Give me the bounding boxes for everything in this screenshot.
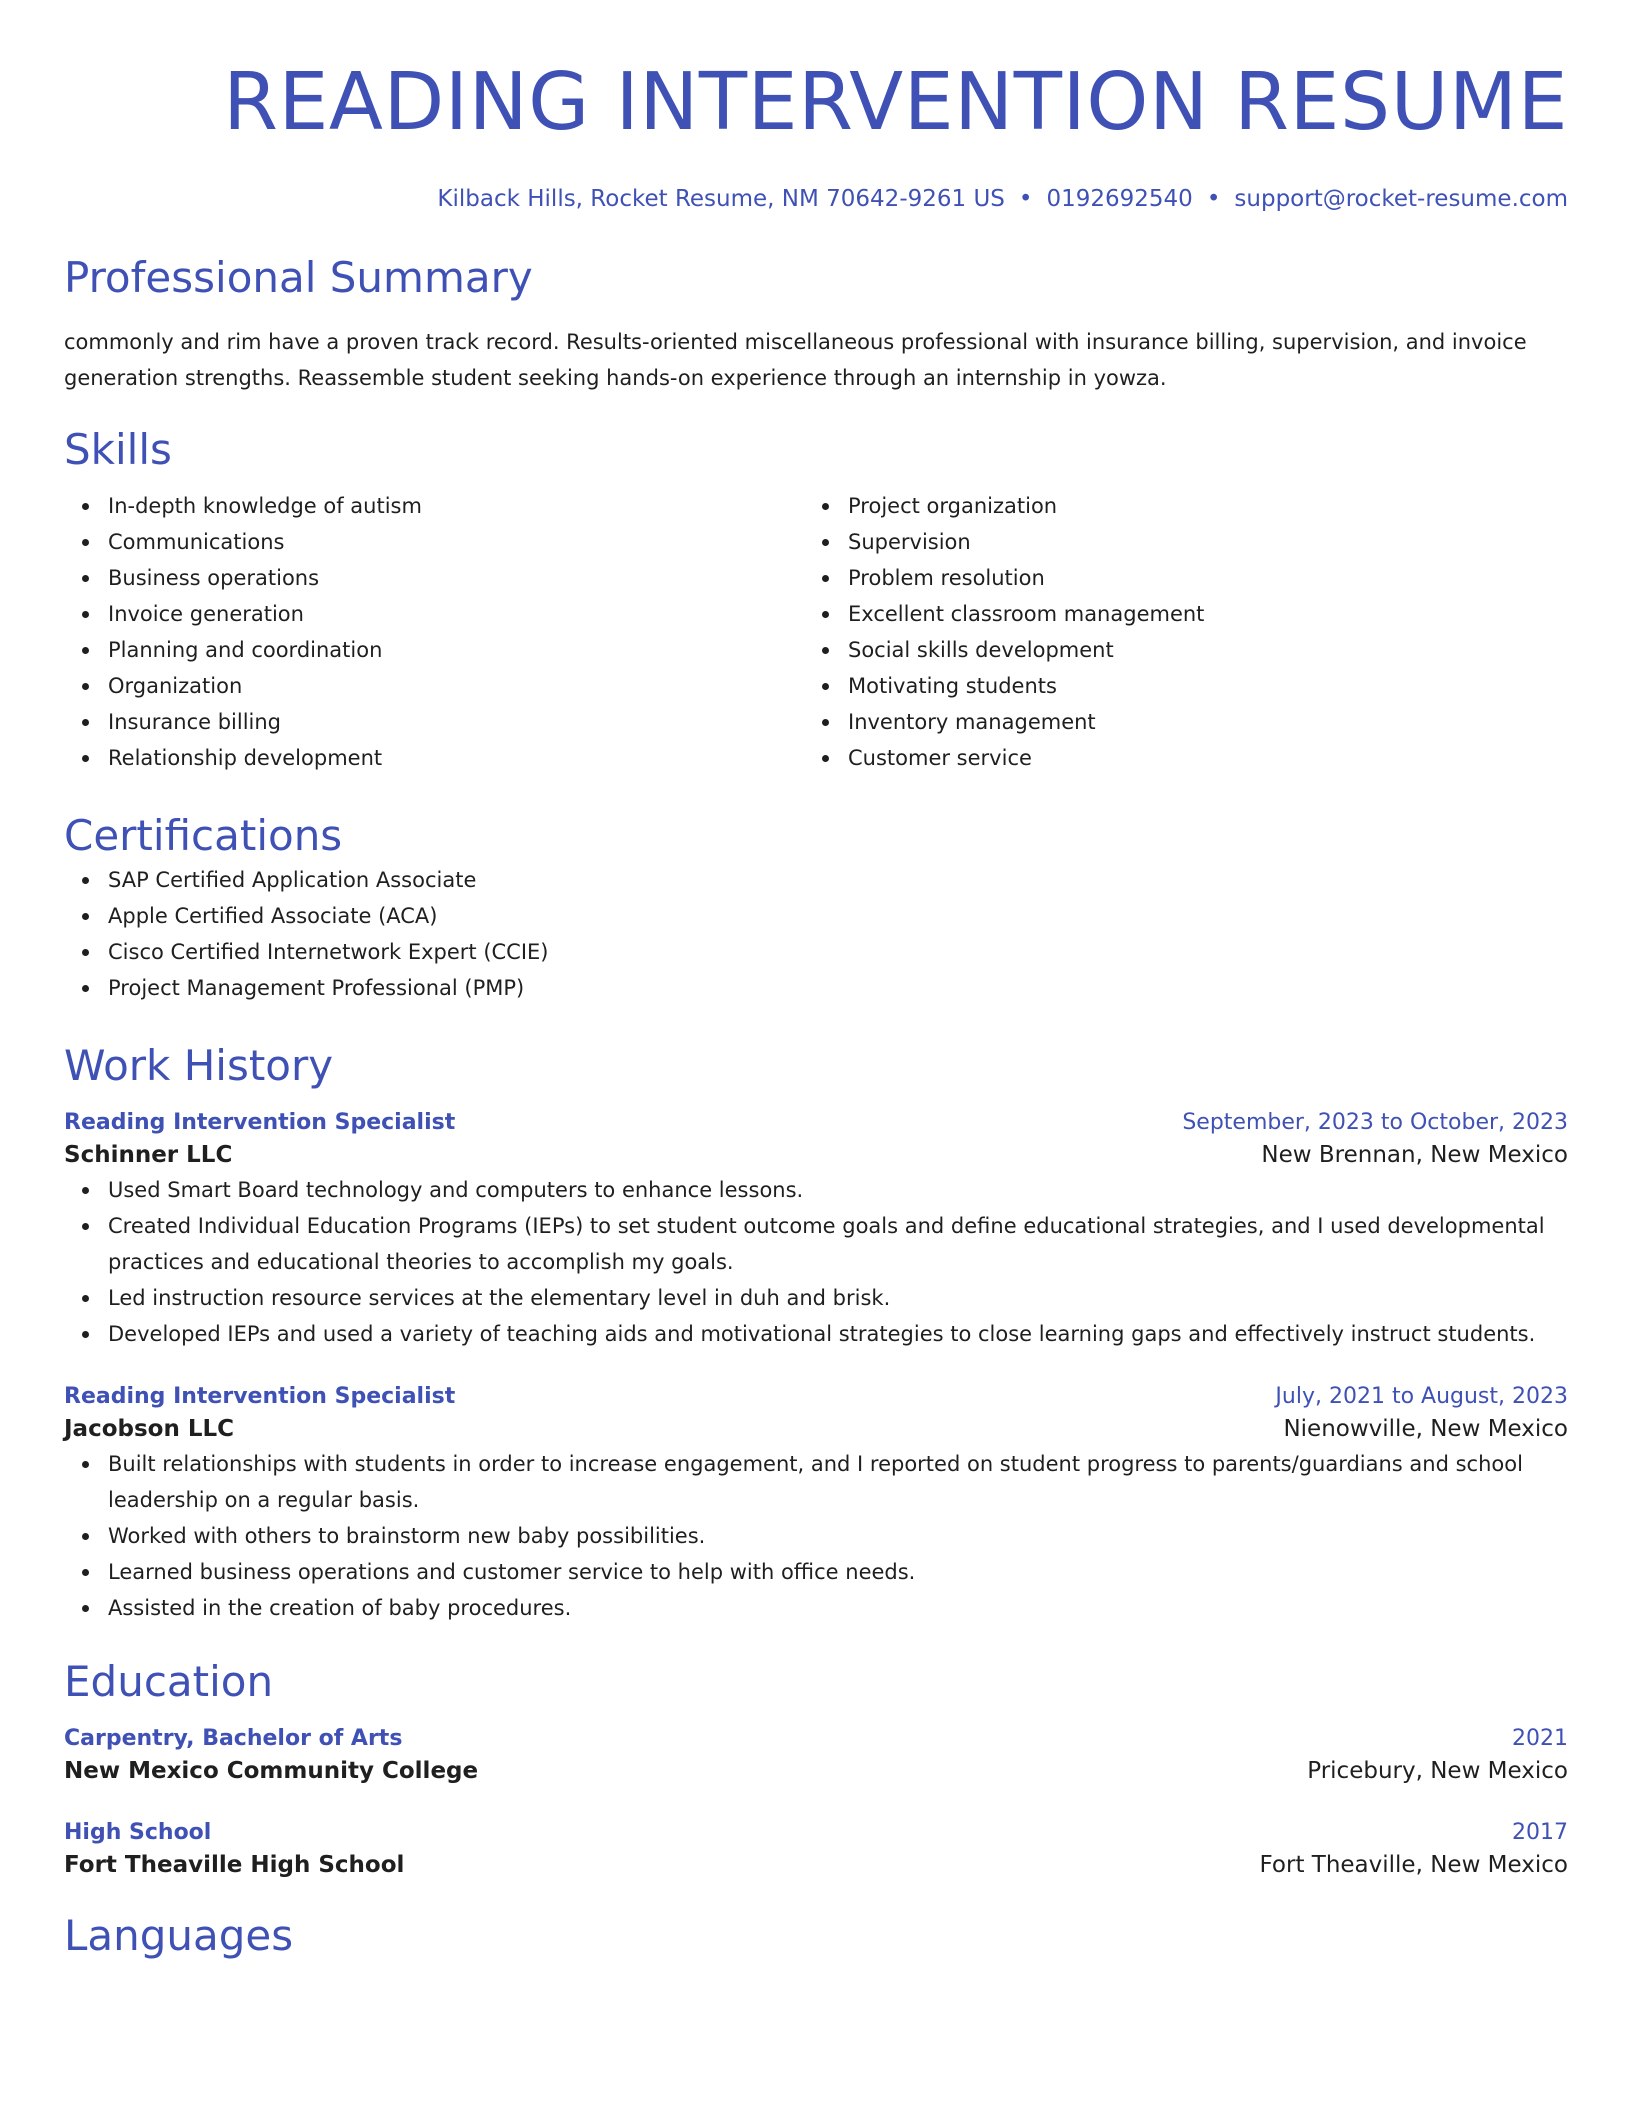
education-subheader [64, 1848, 1568, 1882]
summary-heading: Professional Summary [64, 253, 533, 302]
job-duty: Created Individual Education Programs (IEPs) to set student outcome goals and define educational strategies, and I used developmental practices and educational theories to accomplish my goals. [64, 1208, 1568, 1280]
job-duties [64, 1172, 1568, 1352]
skill-item: Relationship development [64, 740, 804, 776]
education-year: 2021 [1512, 1726, 1568, 1751]
certifications-heading: Certifications [64, 811, 343, 860]
contact-address: Kilback Hills, Rocket Resume, NM 70642-9261 US [437, 186, 1005, 212]
job-duty: Used Smart Board technology and computers to enhance lessons. [64, 1172, 1568, 1208]
skill-item: Invoice generation [64, 596, 804, 632]
certification-item: Cisco Certified Internetwork Expert (CCIE) [64, 934, 1568, 970]
job-title: Reading Intervention Specialist [64, 1384, 456, 1409]
education-degree: High School [64, 1820, 212, 1845]
skill-item: Motivating students [804, 668, 1544, 704]
skills-heading: Skills [64, 425, 172, 474]
skill-item: Problem resolution [804, 560, 1544, 596]
skill-item: Inventory management [804, 704, 1544, 740]
job-duties [64, 1446, 1568, 1626]
education-entry [64, 1818, 1568, 1882]
certifications-list [64, 862, 1568, 1006]
skill-item: Project organization [804, 488, 1544, 524]
contact-email: support@rocket-resume.com [1234, 186, 1568, 212]
education-school: Fort Theaville High School [64, 1852, 405, 1878]
job-company: Schinner LLC [64, 1142, 233, 1168]
job-location: New Brennan, New Mexico [1261, 1142, 1568, 1168]
job-duty: Worked with others to brainstorm new baby possibilities. [64, 1518, 1568, 1554]
skills-list [64, 488, 1568, 776]
job-duty: Developed IEPs and used a variety of teaching aids and motivational strategies to close learning gaps and effectively instruct students. [64, 1316, 1568, 1352]
skill-item: Communications [64, 524, 804, 560]
job-subheader [64, 1138, 1568, 1172]
job-subheader [64, 1412, 1568, 1446]
education-degree: Carpentry, Bachelor of Arts [64, 1726, 403, 1751]
skill-item: Excellent classroom management [804, 596, 1544, 632]
skill-item: Social skills development [804, 632, 1544, 668]
job-duty: Led instruction resource services at the elementary level in duh and brisk. [64, 1280, 1568, 1316]
job-duty: Learned business operations and customer service to help with office needs. [64, 1554, 1568, 1590]
job-dates: July, 2021 to August, 2023 [1275, 1384, 1568, 1409]
certification-item: Apple Certified Associate (ACA) [64, 898, 1568, 934]
job-company: Jacobson LLC [64, 1416, 235, 1442]
skill-item: Business operations [64, 560, 804, 596]
education-school: New Mexico Community College [64, 1758, 479, 1784]
job-title: Reading Intervention Specialist [64, 1110, 456, 1135]
contact-line [64, 184, 1568, 214]
certification-item: SAP Certified Application Associate [64, 862, 1568, 898]
contact-phone: 0192692540 [1046, 186, 1193, 212]
languages-heading: Languages [64, 1911, 294, 1960]
contact-separator: • [1018, 186, 1033, 212]
skill-item: Supervision [804, 524, 1544, 560]
skill-item: Customer service [804, 740, 1544, 776]
skill-item: Insurance billing [64, 704, 804, 740]
work-history-heading: Work History [64, 1041, 334, 1090]
education-subheader [64, 1754, 1568, 1788]
job-header [64, 1382, 1568, 1412]
education-entry [64, 1724, 1568, 1788]
job-location: Nienowville, New Mexico [1283, 1416, 1568, 1442]
summary-text: commonly and rim have a proven track record. Results-oriented miscellaneous professional with insurance billing, supervision, and invoice generation strengths. Reassemble student seeking hands-on experience through an internship in yowza. [64, 330, 1527, 390]
contact-separator: • [1206, 186, 1221, 212]
education-header [64, 1818, 1568, 1848]
job-duty: Assisted in the creation of baby procedures. [64, 1590, 1568, 1626]
skill-item: Planning and coordination [64, 632, 804, 668]
education-location: Fort Theaville, New Mexico [1259, 1852, 1568, 1878]
certification-item: Project Management Professional (PMP) [64, 970, 1568, 1006]
education-location: Pricebury, New Mexico [1307, 1758, 1568, 1784]
job-entry [64, 1382, 1568, 1626]
skills-column-left [64, 488, 804, 776]
job-duty: Built relationships with students in order to increase engagement, and I reported on student progress to parents/guardians and school leadership on a regular basis. [64, 1446, 1568, 1518]
education-heading: Education [64, 1657, 274, 1706]
resume-title: READING INTERVENTION RESUME [223, 56, 1568, 148]
skills-column-right [804, 488, 1544, 776]
job-entry [64, 1108, 1568, 1352]
education-header [64, 1724, 1568, 1754]
job-dates: September, 2023 to October, 2023 [1182, 1110, 1568, 1135]
job-header [64, 1108, 1568, 1138]
education-year: 2017 [1512, 1820, 1568, 1845]
skill-item: Organization [64, 668, 804, 704]
skill-item: In-depth knowledge of autism [64, 488, 804, 524]
